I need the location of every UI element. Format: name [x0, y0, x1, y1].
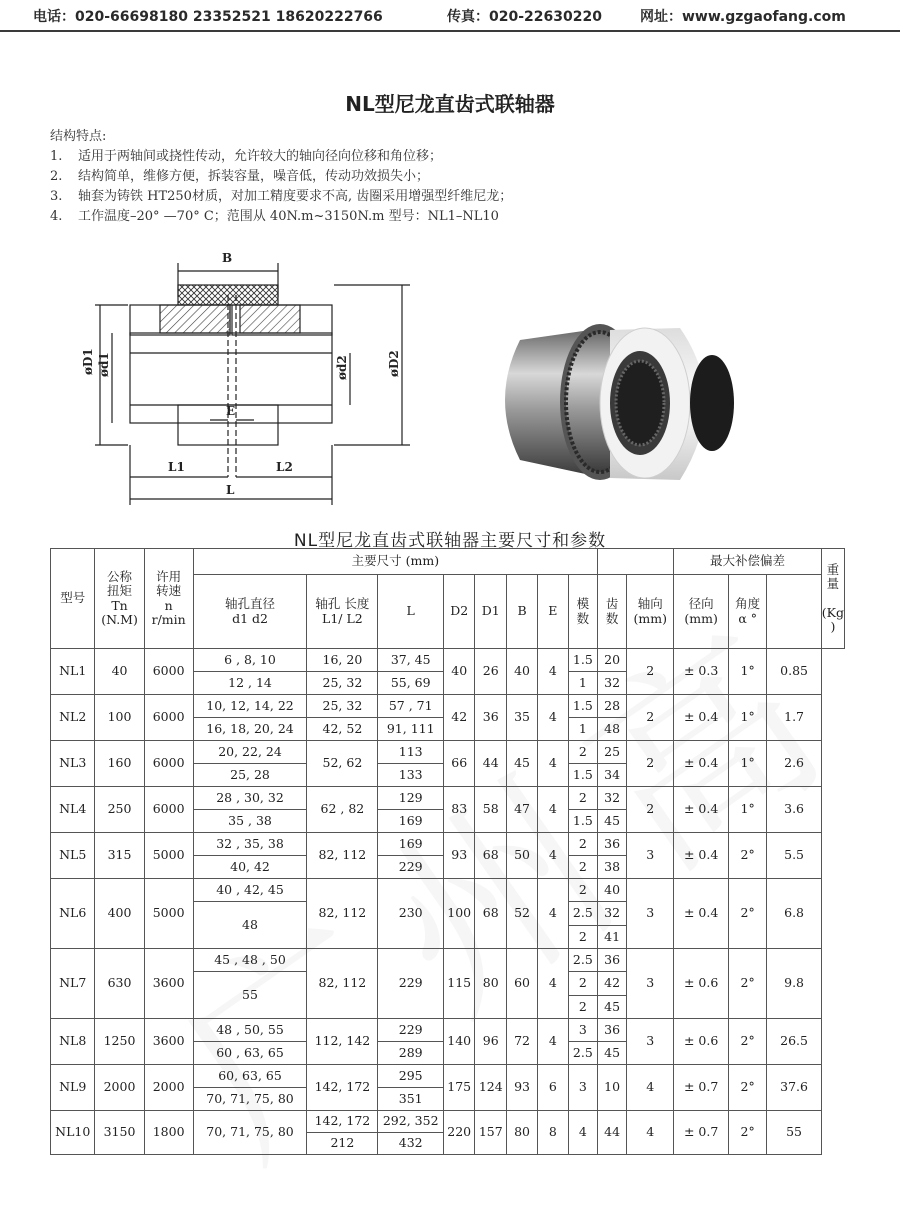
cell-radial: ± 0.4 [674, 741, 729, 787]
cell-D1: 96 [475, 1018, 507, 1064]
cell-bore-dia: 40, 42 [193, 856, 307, 879]
cell-bore-len: 212 [307, 1132, 378, 1154]
cell-bore-dia: 60, 63, 65 [193, 1064, 307, 1087]
cell-radial: ± 0.4 [674, 695, 729, 741]
cell-torque: 100 [95, 695, 144, 741]
dim-D2-label: øD2 [387, 350, 401, 377]
feature-item: 4. 工作温度–20° —70° C；范围从 40N.m~3150N.m 型号：NL1–NL10 [50, 209, 499, 224]
cell-torque: 400 [95, 879, 144, 949]
cell-torque: 315 [95, 833, 144, 879]
cell-L: 113 [378, 741, 444, 764]
cell-teeth: 36 [598, 833, 627, 856]
cell-speed: 5000 [144, 833, 193, 879]
cell-teeth: 32 [598, 902, 627, 925]
cell-radial: ± 0.6 [674, 948, 729, 1018]
cell-D1: 36 [475, 695, 507, 741]
table-row [51, 1064, 845, 1087]
cell-teeth: 36 [598, 948, 627, 971]
max-comp-header: 最大补偿偏差 [674, 549, 821, 575]
cell-D2: 83 [443, 787, 475, 833]
cell-speed: 6000 [144, 649, 193, 695]
col-bore-dia-header: 轴孔直径 d1 d2 [193, 575, 307, 649]
cell-torque: 40 [95, 649, 144, 695]
col-D1-header: D1 [475, 575, 507, 649]
cell-bore-dia: 32 , 35, 38 [193, 833, 307, 856]
cell-axial: 2 [627, 649, 674, 695]
dim-l1-label: L1 [168, 460, 185, 474]
cell-L: 129 [378, 787, 444, 810]
cell-bore-dia: 60 , 63, 65 [193, 1041, 307, 1064]
cell-angle: 1° [728, 649, 766, 695]
cell-L: 57 , 71 [378, 695, 444, 718]
spec-table [50, 548, 845, 1155]
cell-E: 4 [538, 695, 569, 741]
cell-teeth: 32 [598, 672, 627, 695]
col-bore-len-header: 轴孔 长度 L1/ L2 [307, 575, 378, 649]
cell-teeth: 32 [598, 787, 627, 810]
table-row [51, 695, 845, 718]
cell-weight: 1.7 [767, 695, 821, 741]
cell-D2: 140 [443, 1018, 475, 1064]
col-torque-header: 公称 扭矩 Tn (N.M) [95, 549, 144, 649]
coupling-drawing [50, 245, 430, 510]
cell-weight: 37.6 [767, 1064, 821, 1110]
cell-B: 52 [507, 879, 538, 949]
cell-bore-len: 142, 172 [307, 1064, 378, 1110]
cell-L: 37, 45 [378, 649, 444, 672]
header-divider [0, 30, 900, 32]
cell-D1: 44 [475, 741, 507, 787]
cell-bore-len: 42, 52 [307, 718, 378, 741]
cell-bore-dia: 48 [193, 902, 307, 949]
cell-model: NL10 [51, 1110, 95, 1154]
cell-radial: ± 0.7 [674, 1110, 729, 1154]
col-B-header: B [507, 575, 538, 649]
cell-teeth: 45 [598, 810, 627, 833]
col-L-header: L [378, 575, 444, 649]
cell-speed: 6000 [144, 787, 193, 833]
cell-bore-dia: 16, 18, 20, 24 [193, 718, 307, 741]
cell-bore-len: 25, 32 [307, 695, 378, 718]
table-header-row [51, 549, 845, 575]
cell-bore-dia: 48 , 50, 55 [193, 1018, 307, 1041]
cell-module: 2 [568, 879, 597, 902]
cell-model: NL6 [51, 879, 95, 949]
dim-l-label: L [226, 483, 235, 497]
cell-bore-dia: 25, 28 [193, 764, 307, 787]
cell-D2: 40 [443, 649, 475, 695]
cell-D2: 220 [443, 1110, 475, 1154]
cell-module: 3 [568, 1018, 597, 1041]
cell-D2: 115 [443, 948, 475, 1018]
cell-module: 2.5 [568, 902, 597, 925]
cell-bore-dia: 20, 22, 24 [193, 741, 307, 764]
table-row [51, 948, 845, 971]
cell-torque: 630 [95, 948, 144, 1018]
cell-radial: ± 0.3 [674, 649, 729, 695]
cell-model: NL5 [51, 833, 95, 879]
cell-module: 4 [568, 1110, 597, 1154]
col-teeth-header: 齿 数 [598, 575, 627, 649]
cell-B: 50 [507, 833, 538, 879]
cell-model: NL9 [51, 1064, 95, 1110]
cell-teeth: 48 [598, 718, 627, 741]
cell-weight: 0.85 [767, 649, 821, 695]
cell-L: 169 [378, 810, 444, 833]
cell-radial: ± 0.4 [674, 787, 729, 833]
cell-torque: 1250 [95, 1018, 144, 1064]
cell-model: NL4 [51, 787, 95, 833]
cell-E: 4 [538, 649, 569, 695]
col-weight-header: 重量 (Kg ) [821, 549, 844, 649]
dim-D1-label: øD1 [81, 348, 95, 375]
table-row [51, 1018, 845, 1041]
feature-item: 1. 适用于两轴间或挠性传动，允许较大的轴向径向位移和角位移； [50, 149, 443, 164]
col-angle-header: 角度 α ° [728, 575, 766, 649]
phone-text: 电话：020-66698180 23352521 18620222766 [33, 9, 383, 25]
cell-teeth: 25 [598, 741, 627, 764]
cell-module: 2 [568, 741, 597, 764]
table-row [51, 649, 845, 672]
cell-module: 2 [568, 995, 597, 1018]
cell-bore-len: 25, 32 [307, 672, 378, 695]
cell-bore-dia: 28 , 30, 32 [193, 787, 307, 810]
table-row [51, 833, 845, 856]
cell-speed: 2000 [144, 1064, 193, 1110]
cell-bore-len: 62 , 82 [307, 787, 378, 833]
cell-speed: 1800 [144, 1110, 193, 1154]
cell-module: 2 [568, 972, 597, 995]
cell-axial: 3 [627, 1018, 674, 1064]
cell-D1: 58 [475, 787, 507, 833]
cell-torque: 250 [95, 787, 144, 833]
cell-bore-dia: 12 , 14 [193, 672, 307, 695]
cell-torque: 2000 [95, 1064, 144, 1110]
coupling-photo [480, 300, 750, 500]
cell-B: 35 [507, 695, 538, 741]
page-title: NL型尼龙直齿式联轴器 [345, 92, 555, 116]
cell-D2: 66 [443, 741, 475, 787]
col-D2-header: D2 [443, 575, 475, 649]
cell-module: 2 [568, 856, 597, 879]
cell-bore-dia: 6 , 8, 10 [193, 649, 307, 672]
cell-angle: 2° [728, 833, 766, 879]
cell-torque: 3150 [95, 1110, 144, 1154]
cell-D2: 100 [443, 879, 475, 949]
cell-teeth: 45 [598, 995, 627, 1018]
cell-angle: 1° [728, 741, 766, 787]
cell-bore-len: 16, 20 [307, 649, 378, 672]
cell-module: 1 [568, 672, 597, 695]
cell-weight: 3.6 [767, 787, 821, 833]
cell-axial: 2 [627, 741, 674, 787]
cell-teeth: 34 [598, 764, 627, 787]
col-axial-header: 轴向 (mm) [627, 575, 674, 649]
col-module-header: 模 数 [568, 575, 597, 649]
cell-teeth: 28 [598, 695, 627, 718]
cell-teeth: 42 [598, 972, 627, 995]
cell-teeth: 45 [598, 1041, 627, 1064]
dim-d1-label: ød1 [97, 352, 111, 377]
cell-bore-dia: 10, 12, 14, 22 [193, 695, 307, 718]
cell-E: 8 [538, 1110, 569, 1154]
cell-module: 1 [568, 718, 597, 741]
cell-D1: 157 [475, 1110, 507, 1154]
cell-bore-len: 142, 172 [307, 1110, 378, 1132]
cell-bore-dia: 35 , 38 [193, 810, 307, 833]
cell-radial: ± 0.4 [674, 833, 729, 879]
cell-speed: 6000 [144, 741, 193, 787]
cell-B: 80 [507, 1110, 538, 1154]
cell-teeth: 38 [598, 856, 627, 879]
cell-bore-dia: 40 , 42, 45 [193, 879, 307, 902]
cell-angle: 2° [728, 1064, 766, 1110]
cell-bore-len: 52, 62 [307, 741, 378, 787]
cell-bore-dia: 70, 71, 75, 80 [193, 1110, 307, 1154]
cell-module: 2.5 [568, 1041, 597, 1064]
cell-angle: 2° [728, 879, 766, 949]
cell-L: 292, 352 [378, 1110, 444, 1132]
cell-L: 351 [378, 1087, 444, 1110]
cell-E: 4 [538, 741, 569, 787]
fax-text: 传真：020-22630220 [447, 9, 602, 25]
cell-axial: 3 [627, 833, 674, 879]
feature-item: 3. 轴套为铸铁 HT250材质，对加工精度要求不高, 齿圈采用增强型纤维尼龙； [50, 189, 513, 204]
cell-teeth: 40 [598, 879, 627, 902]
cell-radial: ± 0.6 [674, 1018, 729, 1064]
cell-L: 91, 111 [378, 718, 444, 741]
cell-D1: 26 [475, 649, 507, 695]
feature-item: 2. 结构简单，维修方便，拆装容量，噪音低，传动功效损失小； [50, 169, 430, 184]
feature-list [50, 127, 512, 227]
cell-model: NL8 [51, 1018, 95, 1064]
cell-E: 4 [538, 879, 569, 949]
cell-weight: 55 [767, 1110, 821, 1154]
cell-speed: 6000 [144, 695, 193, 741]
cell-weight: 26.5 [767, 1018, 821, 1064]
table-row [51, 787, 845, 810]
cell-module: 3 [568, 1064, 597, 1110]
cell-weight: 5.5 [767, 833, 821, 879]
cell-teeth: 44 [598, 1110, 627, 1154]
cell-weight: 2.6 [767, 741, 821, 787]
cell-L: 229 [378, 948, 444, 1018]
cell-module: 1.5 [568, 695, 597, 718]
website-text: 网址：www.gzgaofang.com [640, 9, 846, 25]
cell-teeth: 36 [598, 1018, 627, 1041]
col-radial-header: 径向 (mm) [674, 575, 729, 649]
cell-bore-dia: 45 , 48 , 50 [193, 948, 307, 971]
cell-module: 2 [568, 925, 597, 948]
cell-E: 6 [538, 1064, 569, 1110]
cell-B: 93 [507, 1064, 538, 1110]
cell-axial: 3 [627, 879, 674, 949]
cell-E: 4 [538, 1018, 569, 1064]
cell-weight: 9.8 [767, 948, 821, 1018]
cell-teeth: 41 [598, 925, 627, 948]
cell-angle: 2° [728, 1110, 766, 1154]
cell-B: 47 [507, 787, 538, 833]
cell-angle: 2° [728, 1018, 766, 1064]
cell-D1: 68 [475, 879, 507, 949]
cell-L: 289 [378, 1041, 444, 1064]
table-row [51, 741, 845, 764]
cell-B: 60 [507, 948, 538, 1018]
cell-bore-len: 82, 112 [307, 948, 378, 1018]
cell-module: 2.5 [568, 948, 597, 971]
table-row [51, 879, 845, 902]
cell-axial: 3 [627, 948, 674, 1018]
cell-L: 229 [378, 856, 444, 879]
cell-module: 2 [568, 787, 597, 810]
cell-D2: 93 [443, 833, 475, 879]
cell-weight: 6.8 [767, 879, 821, 949]
cell-angle: 2° [728, 948, 766, 1018]
col-speed-header: 许用 转速 n r/min [144, 549, 193, 649]
cell-D1: 124 [475, 1064, 507, 1110]
cell-radial: ± 0.4 [674, 879, 729, 949]
col-E-header: E [538, 575, 569, 649]
cell-bore-len: 82, 112 [307, 879, 378, 949]
main-dims-header: 主要尺寸 (mm) [193, 549, 597, 575]
cell-L: 169 [378, 833, 444, 856]
cell-L: 230 [378, 879, 444, 949]
cell-module: 1.5 [568, 649, 597, 672]
dim-b-label: B [222, 251, 233, 265]
cell-axial: 2 [627, 695, 674, 741]
cell-L: 432 [378, 1132, 444, 1154]
cell-bore-len: 82, 112 [307, 833, 378, 879]
table-title: NL型尼龙直齿式联轴器主要尺寸和参数 [293, 531, 607, 551]
cell-axial: 2 [627, 787, 674, 833]
cell-D1: 80 [475, 948, 507, 1018]
gear-header-blank [598, 549, 674, 575]
cell-model: NL2 [51, 695, 95, 741]
table-row [51, 1110, 845, 1132]
cell-teeth: 20 [598, 649, 627, 672]
cell-L: 295 [378, 1064, 444, 1087]
cell-speed: 3600 [144, 948, 193, 1018]
cell-teeth: 10 [598, 1064, 627, 1110]
cell-E: 4 [538, 833, 569, 879]
cell-D2: 175 [443, 1064, 475, 1110]
dim-l2-label: L2 [276, 460, 293, 474]
cell-angle: 1° [728, 787, 766, 833]
cell-speed: 5000 [144, 879, 193, 949]
cell-D2: 42 [443, 695, 475, 741]
cell-axial: 4 [627, 1064, 674, 1110]
cell-radial: ± 0.7 [674, 1064, 729, 1110]
feature-heading: 结构特点: [50, 129, 107, 144]
cell-torque: 160 [95, 741, 144, 787]
cell-B: 45 [507, 741, 538, 787]
cell-L: 55, 69 [378, 672, 444, 695]
cell-bore-len: 112, 142 [307, 1018, 378, 1064]
cell-L: 133 [378, 764, 444, 787]
col-model-header: 型号 [51, 549, 95, 649]
cell-E: 4 [538, 787, 569, 833]
cell-module: 1.5 [568, 810, 597, 833]
dim-e-label: E [226, 404, 236, 418]
cell-B: 72 [507, 1018, 538, 1064]
cell-E: 4 [538, 948, 569, 1018]
cell-D1: 68 [475, 833, 507, 879]
cell-B: 40 [507, 649, 538, 695]
dim-d2-label: ød2 [335, 355, 349, 380]
cell-L: 229 [378, 1018, 444, 1041]
cell-axial: 4 [627, 1110, 674, 1154]
cell-model: NL7 [51, 948, 95, 1018]
cell-module: 2 [568, 833, 597, 856]
cell-model: NL3 [51, 741, 95, 787]
cell-speed: 3600 [144, 1018, 193, 1064]
cell-model: NL1 [51, 649, 95, 695]
contact-bar [0, 0, 900, 30]
cell-module: 1.5 [568, 764, 597, 787]
cell-angle: 1° [728, 695, 766, 741]
cell-bore-dia: 70, 71, 75, 80 [193, 1087, 307, 1110]
cell-bore-dia: 55 [193, 972, 307, 1019]
